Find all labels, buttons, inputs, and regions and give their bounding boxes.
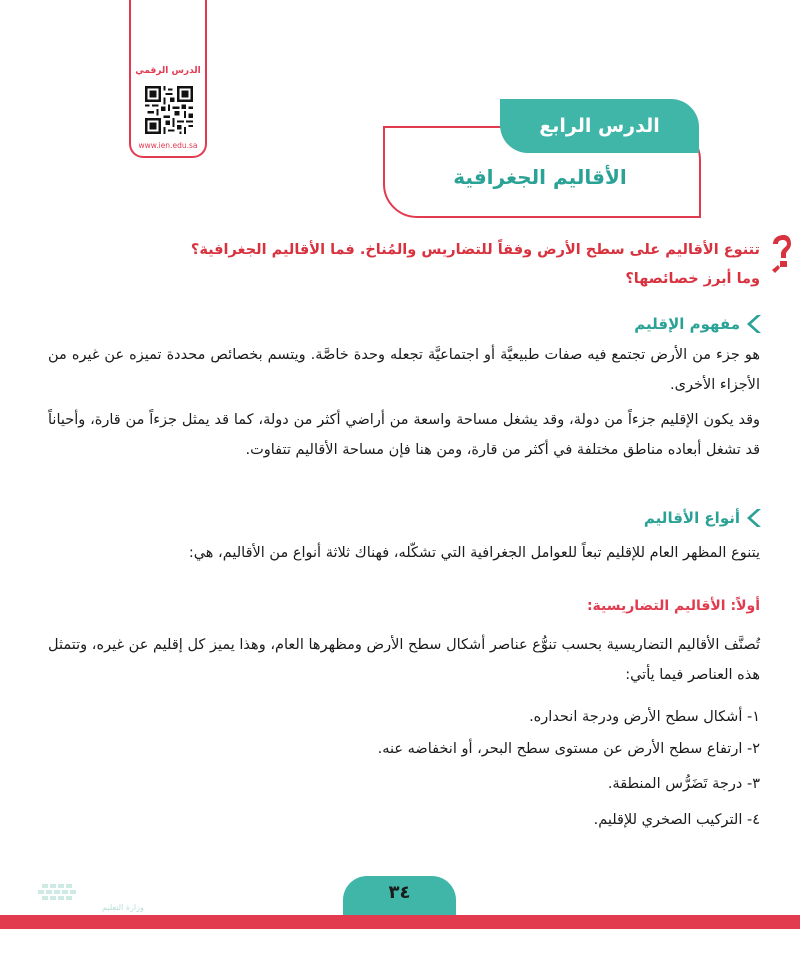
chevron-left-icon	[746, 508, 762, 528]
relief-regions-text: تُصنَّف الأقاليم التضاريسية بحسب تنوُّع عناصر أشكال سطح الأرض ومظهرها العام، وهذا يميز كل إقليم عن غيره، وتتمثل هذه العناصر فيما يأتي:	[48, 637, 760, 683]
qr-code-icon[interactable]	[145, 86, 193, 134]
lesson-title: الأقاليم الجغرافية	[453, 165, 627, 189]
lesson-question	[40, 236, 760, 294]
concept-paragraph-1: هو جزء من الأرض تجتمع فيه صفات طبيعيَّة أو اجتماعيَّة تجعله وحدة خاصَّة. ويتسم بخصائص محددة تميزه عن غيره من الأجزاء الأخرى.	[48, 347, 760, 393]
digital-lesson-url[interactable]: www.ien.edu.sa	[138, 141, 198, 150]
lesson-number-badge	[500, 99, 699, 153]
ministry-logo-icon	[22, 880, 144, 914]
concept-heading	[634, 312, 762, 336]
question-line-1: تتنوع الأقاليم على سطح الأرض وفقاً للتضاريس والمُناخ. فما الأقاليم الجغرافية؟	[190, 242, 760, 258]
question-mark-icon	[770, 232, 792, 276]
chevron-left-icon	[746, 314, 762, 334]
digital-lesson-label: الدرس الرقمي	[135, 66, 201, 76]
ministry-text: وزارة التعليم	[102, 903, 144, 912]
list-item: ٢- ارتفاع سطح الأرض عن مستوى سطح البحر، أو انخفاضه عنه.	[377, 741, 760, 757]
page-number: ٣٤	[388, 882, 411, 903]
types-heading	[644, 506, 762, 530]
lesson-number: الدرس الرابع	[539, 115, 660, 137]
concept-heading-text: مفهوم الإقليم	[634, 315, 740, 333]
types-heading-text: أنواع الأقاليم	[643, 509, 740, 527]
footer-bar	[0, 915, 800, 929]
question-line-2: وما أبرز خصائصها؟	[625, 271, 760, 287]
list-item: ٣- درجة تَضَرُّس المنطقة.	[607, 776, 760, 792]
digital-lesson-tab[interactable]	[129, 0, 207, 158]
list-item: ١- أشكال سطح الأرض ودرجة انحداره.	[529, 709, 760, 725]
types-intro: يتنوع المظهر العام للإقليم تبعاً للعوامل الجغرافية التي تشكّله، فهناك ثلاثة أنواع من الأقاليم، هي:	[188, 545, 760, 561]
list-item: ٤- التركيب الصخري للإقليم.	[593, 812, 760, 828]
concept-paragraph-2: وقد يكون الإقليم جزءاً من دولة، وقد يشغل مساحة واسعة من أراضي أكثر من دولة، كما قد يمثل جزءاً من قارة، وأحياناً قد تشغل أبعاده مناطق مختلفة في أكثر من قارة، ومن هنا فإن مساحة الأقاليم تتفاوت.	[48, 412, 760, 458]
relief-regions-heading: أولاً: الأقاليم التضاريسية:	[586, 598, 760, 614]
